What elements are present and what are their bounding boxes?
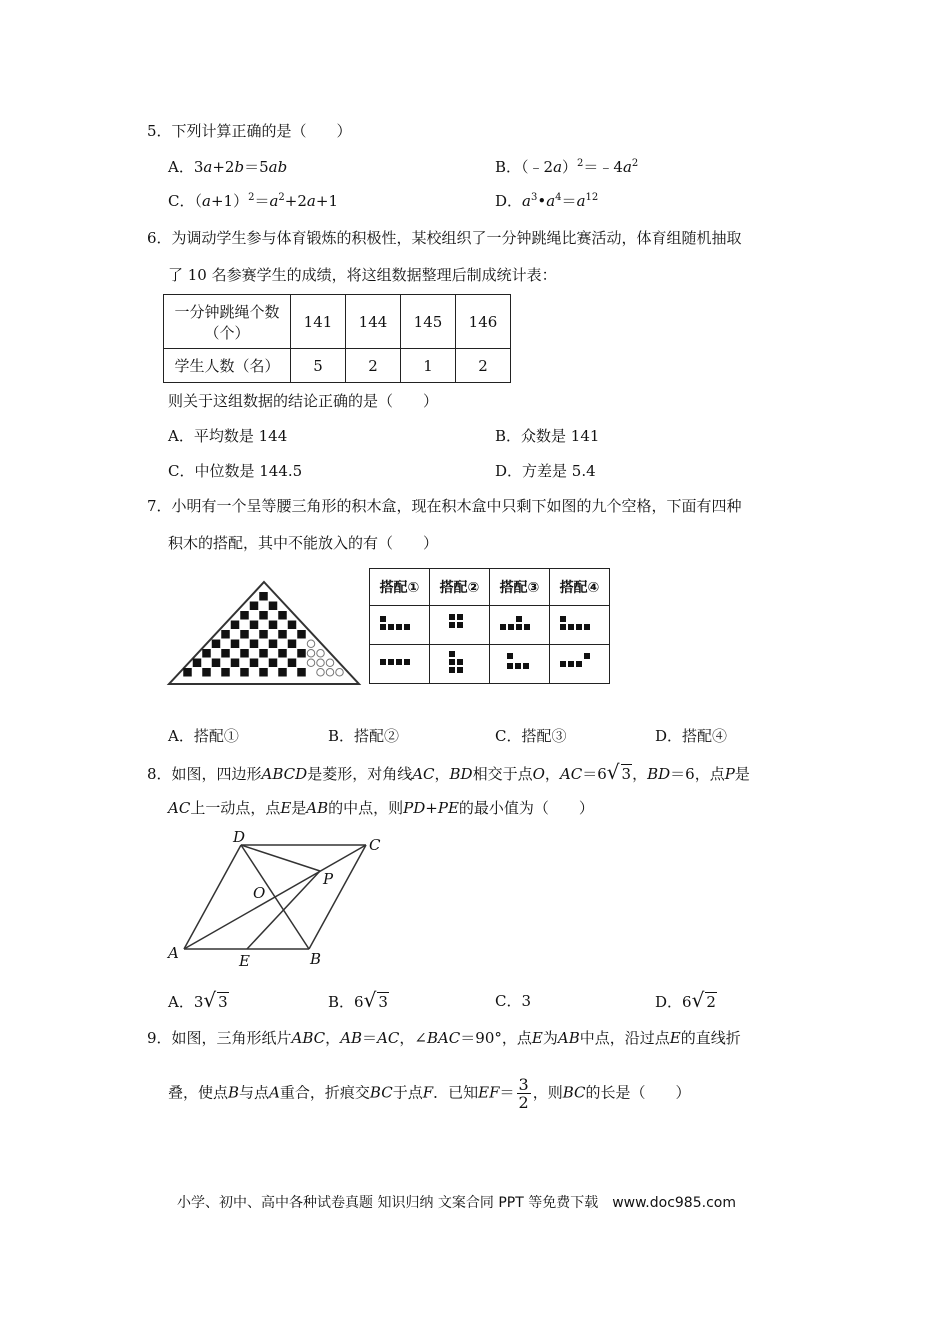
filled-block (221, 649, 230, 658)
label-B: B (310, 950, 322, 968)
empty-slot (307, 659, 315, 667)
q7-option-a: A．搭配① (168, 727, 239, 745)
q9-stem-line2: 叠，使点B与点A重合，折痕交BC于点F．已知EF＝ $\frac{3}{2}$ ，则BC的长是（ ） (168, 1075, 691, 1112)
filled-block (231, 640, 240, 649)
q8-option-c: C．3 (495, 992, 532, 1010)
q5-stem: 5．下列计算正确的是（ ） (147, 122, 352, 140)
q6-row1-header: 一分钟跳绳个数（个） (164, 295, 291, 349)
q8-stem-line2: AC上一动点，点E是AB的中点，则PD+PE的最小值为（ ） (168, 799, 594, 817)
filled-block (250, 659, 259, 668)
q6-option-d: D．方差是 5.4 (495, 462, 596, 480)
label-E: E (239, 952, 250, 970)
empty-slot (317, 669, 325, 677)
filled-blocks (183, 592, 306, 677)
filled-block (240, 649, 249, 658)
combo-4-piece-b (550, 645, 610, 684)
combo-header-3: 搭配③ (490, 569, 550, 606)
combo-3-piece-b (490, 645, 550, 684)
filled-block (278, 668, 287, 677)
filled-block (278, 611, 287, 620)
q6-value-cell: 144 (346, 295, 401, 349)
q7-combo-table (369, 568, 610, 684)
q5-option-d: D．$a^3•a^4=a^{12}$ (495, 192, 599, 210)
combo-header-1: 搭配① (370, 569, 430, 606)
filled-block (259, 592, 268, 601)
q9-stem-line1: 9．如图，三角形纸片ABC，AB＝AC，∠BAC＝90°，点E为AB中点，沿过点E的直线折 (147, 1029, 741, 1047)
empty-slot (307, 650, 315, 658)
filled-block (288, 640, 297, 649)
filled-block (202, 649, 211, 658)
q7-option-c: C．搭配③ (495, 727, 567, 745)
label-A: A (168, 944, 179, 962)
filled-block (212, 640, 221, 649)
filled-block (269, 659, 278, 668)
q5-option-c: C．$(a+1)^2=a^2+2a+1$ (168, 192, 338, 210)
combo-3-piece-a (490, 606, 550, 645)
combo-2-piece-a (430, 606, 490, 645)
combo-4-piece-a (550, 606, 610, 645)
q6-count-cell: 2 (346, 349, 401, 383)
page-footer: 小学、初中、高中各种试卷真题 知识归纳 文案合同 PPT 等免费下载 www.doc985.com (177, 1195, 736, 1211)
combo-header-4: 搭配④ (550, 569, 610, 606)
filled-block (231, 621, 240, 630)
q6-stem-line2: 了 10 名参赛学生的成绩，将这组数据整理后制成统计表： (168, 266, 557, 284)
filled-block (259, 649, 268, 658)
filled-block (259, 630, 268, 639)
filled-block (183, 668, 192, 677)
filled-block (269, 640, 278, 649)
filled-block (297, 649, 306, 658)
filled-block (278, 649, 287, 658)
q6-stats-table (163, 294, 511, 383)
filled-block (288, 659, 297, 668)
q7-stem-line2: 积木的搭配，其中不能放入的有（ ） (168, 534, 439, 552)
fraction-3-2: $\frac{3}{2}$ (518, 1075, 529, 1112)
q6-count-cell: 2 (456, 349, 511, 383)
filled-block (221, 630, 230, 639)
q7-stem-line1: 7．小明有一个呈等腰三角形的积木盒，现在积木盒中只剩下如图的九个空格，下面有四种 (147, 497, 742, 515)
combo-2-piece-b (430, 645, 490, 684)
empty-slots (307, 640, 343, 676)
q6-stem-line1: 6．为调动学生参与体育锻炼的积极性，某校组织了一分钟跳绳比赛活动，体育组随机抽取 (147, 229, 742, 247)
empty-slot (336, 669, 344, 677)
filled-block (288, 621, 297, 630)
empty-slot (326, 669, 334, 677)
q8-option-a: A．3√ 3 (168, 988, 228, 1012)
q7-option-d: D．搭配④ (655, 727, 728, 745)
filled-block (212, 659, 221, 668)
filled-block (278, 630, 287, 639)
q6-row2-header: 学生人数（名） (164, 349, 291, 383)
q5-option-a: A．3a+2b＝5ab (168, 158, 288, 176)
empty-slot (317, 659, 325, 667)
combo-header-2: 搭配② (430, 569, 490, 606)
filled-block (202, 668, 211, 677)
q8-option-b: B．6√ 3 (328, 988, 388, 1012)
filled-block (240, 668, 249, 677)
q6-question: 则关于这组数据的结论正确的是（ ） (168, 392, 439, 410)
q8-rhombus-figure (160, 826, 400, 974)
filled-block (259, 668, 268, 677)
q6-option-c: C．中位数是 144.5 (168, 462, 303, 480)
combo-1-piece-b (370, 645, 430, 684)
filled-block (250, 602, 259, 611)
q8-stem-line1: 8．如图，四边形ABCD是菱形，对角线AC，BD相交于点O，AC＝6√ 3，BD＝6，点P是 (147, 760, 750, 784)
filled-block (250, 640, 259, 649)
filled-block (297, 630, 306, 639)
q6-option-b: B．众数是 141 (495, 427, 600, 445)
q5-option-b: B．$(﹣2a)^2=﹣4a^2$ (495, 158, 639, 176)
filled-block (250, 621, 259, 630)
q6-value-cell: 146 (456, 295, 511, 349)
combo-1-piece-a (370, 606, 430, 645)
q6-option-a: A．平均数是 144 (168, 427, 288, 445)
filled-block (231, 659, 240, 668)
q6-count-cell: 1 (401, 349, 456, 383)
label-O: O (253, 884, 266, 902)
filled-block (259, 611, 268, 620)
filled-block (193, 659, 202, 668)
q6-value-cell: 141 (291, 295, 346, 349)
empty-slot (307, 640, 315, 648)
label-P: P (323, 870, 334, 888)
filled-block (240, 611, 249, 620)
empty-slot (317, 650, 325, 658)
label-C: C (369, 836, 381, 854)
label-D: D (233, 828, 246, 846)
q8-option-d: D．6√ 2 (655, 988, 716, 1012)
filled-block (240, 630, 249, 639)
q6-count-cell: 5 (291, 349, 346, 383)
q7-triangle-figure (165, 578, 363, 688)
filled-block (297, 668, 306, 677)
q6-value-cell: 145 (401, 295, 456, 349)
filled-block (221, 668, 230, 677)
filled-block (269, 602, 278, 611)
filled-block (269, 621, 278, 630)
empty-slot (326, 659, 334, 667)
q7-option-b: B．搭配② (328, 727, 400, 745)
